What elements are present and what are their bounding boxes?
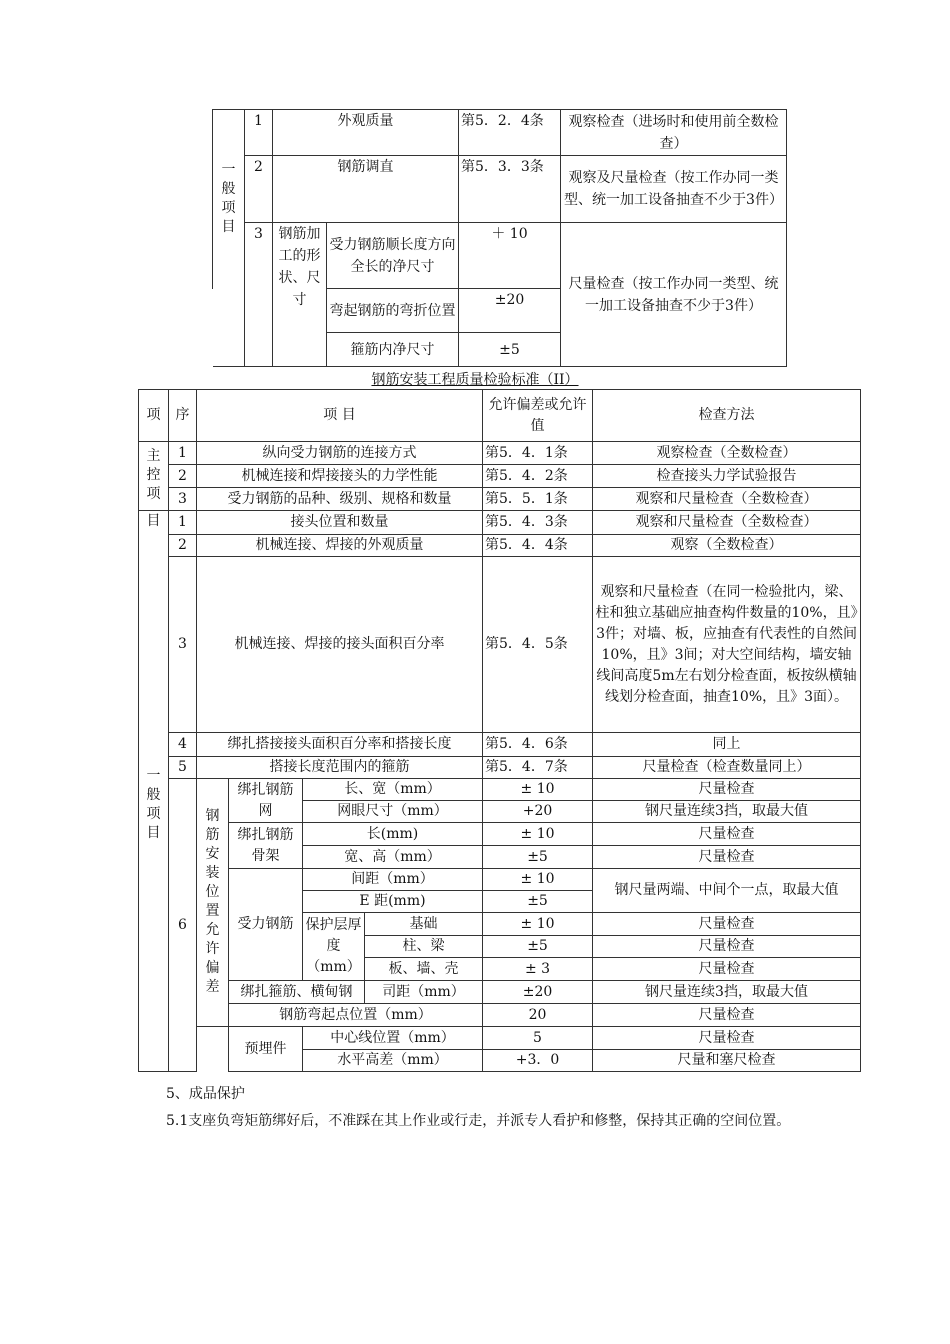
header-item: 项 目	[197, 390, 483, 442]
clause-ref: 第5．3．3条	[459, 156, 561, 223]
section-title: 5、成品保护	[166, 1086, 245, 1102]
rebar-processing-table	[212, 109, 787, 367]
sub-group-label: 预埋件	[229, 1027, 303, 1072]
check-method: 尺量检查	[593, 779, 861, 801]
tolerance-value: ＋ 10	[459, 223, 561, 289]
general-category-top	[139, 511, 169, 779]
item-name: 基础	[365, 913, 483, 936]
item-name: 网眼尺寸（mm）	[303, 801, 483, 823]
check-method: 观察和尺量检查（全数检查）	[593, 511, 861, 535]
item-name: 水平高差（mm）	[303, 1050, 483, 1072]
row-number: 6	[169, 779, 197, 1072]
clause-ref: 第5．2．4条	[459, 110, 561, 156]
item-name: 钢筋加工的形状、尺寸	[273, 223, 327, 367]
row-number: 5	[169, 757, 197, 779]
item-name: 纵向受力钢筋的连接方式	[197, 442, 483, 465]
clause-ref: 第5．4．2条	[483, 465, 593, 488]
tolerance-value: ±5	[483, 846, 593, 869]
check-method: 观察及尺量检查（按工作办同一类型、统一加工设备抽查不少于3件）	[561, 156, 787, 223]
item-name: E 距(mm)	[303, 891, 483, 913]
item-name: 接头位置和数量	[197, 511, 483, 535]
sub-item-name: 弯起钢筋的弯折位置	[327, 289, 459, 333]
item-name: 间距（mm）	[303, 869, 483, 891]
check-method: 尺量检查（按工作办同一类型、统一加工设备抽查不少于3件）	[561, 223, 787, 367]
item-name: 板、墙、壳	[365, 958, 483, 981]
check-method: 尺量检查	[593, 846, 861, 869]
main-category-label: 主控项	[146, 448, 161, 502]
check-method: 尺量检查	[593, 936, 861, 958]
check-method: 观察检查（进场时和使用前全数检查）	[561, 110, 787, 156]
row-number: 1	[169, 442, 197, 465]
category-cell	[213, 110, 245, 289]
group-label-cell	[197, 779, 229, 1027]
check-method: 观察（全数检查）	[593, 535, 861, 557]
row-number: 1	[245, 110, 273, 156]
item-name: 司距（mm）	[365, 981, 483, 1004]
category-spacer	[213, 289, 245, 333]
item-name: 搭接长度范围内的箍筋	[197, 757, 483, 779]
check-method: 观察和尺量检查（在同一检验批内，梁、柱和独立基础应抽查构件数量的10%，且》3件；对墙、板，应抽查有代表性的自然间10%，且》3间；对大空间结构，墙安轴线间高度5m左右划分检查面，板按纵横轴线划分检查面，抽查10%，且》3面）。	[593, 557, 861, 733]
tolerance-value: ±20	[483, 981, 593, 1004]
row-number: 2	[169, 535, 197, 557]
clause-ref: 第5．4．5条	[483, 557, 593, 733]
sub-group-label: 绑扎钢筋骨架	[229, 823, 303, 869]
row-number: 2	[245, 156, 273, 223]
sub-item-name: 受力钢筋顺长度方向全长的净尺寸	[327, 223, 459, 289]
row-number: 3	[245, 223, 273, 367]
row-number: 3	[169, 488, 197, 511]
sub-item-name: 箍筋内净尺寸	[327, 333, 459, 367]
check-method: 钢尺量连续3挡，取最大值	[593, 801, 861, 823]
item-name: 受力钢筋的品种、级别、规格和数量	[197, 488, 483, 511]
general-label-top: 目	[146, 513, 161, 529]
header-category: 项	[139, 390, 169, 442]
row-number: 2	[169, 465, 197, 488]
tolerance-value: +20	[483, 801, 593, 823]
item-name: 中心线位置（mm）	[303, 1027, 483, 1050]
clause-ref: 第5．4．7条	[483, 757, 593, 779]
cover-label: 保护层厚度（mm）	[303, 913, 365, 981]
tolerance-value: ± 10	[483, 913, 593, 936]
category-label: 一般项目	[221, 161, 236, 235]
check-method: 观察检查（全数检查）	[593, 442, 861, 465]
general-category-bottom	[139, 767, 169, 1072]
group-label: 钢筋安装位置允许偏差	[205, 808, 220, 995]
clause-ref: 第5．4．1条	[483, 442, 593, 465]
header-method: 检查方法	[593, 390, 861, 442]
clause-ref: 第5．4．4条	[483, 535, 593, 557]
check-method: 尺量检查	[593, 1027, 861, 1050]
tolerance-value: ±5	[483, 936, 593, 958]
item-name: 长、宽（mm）	[303, 779, 483, 801]
item-name: 钢筋弯起点位置（mm）	[229, 1004, 483, 1027]
check-method: 钢尺量连续3挡，取最大值	[593, 981, 861, 1004]
check-method: 尺量检查	[593, 958, 861, 981]
category-spacer	[213, 333, 245, 367]
check-method: 尺量和塞尺检查	[593, 1050, 861, 1072]
sub-group-label: 受力钢筋	[229, 869, 303, 981]
tolerance-value: ± 10	[483, 779, 593, 801]
check-method: 检查接头力学试验报告	[593, 465, 861, 488]
clause-ref: 第5．4．6条	[483, 733, 593, 757]
item-name: 外观质量	[273, 110, 459, 156]
tolerance-value: 5	[483, 1027, 593, 1050]
header-number: 序	[169, 390, 197, 442]
sub-group-label: 绑扎箍筋、横甸钢	[229, 981, 365, 1004]
rebar-installation-table	[138, 389, 861, 1072]
clause-ref: 第5．5．1条	[483, 488, 593, 511]
main-category-cell	[139, 442, 169, 511]
tolerance-value: ± 3	[483, 958, 593, 981]
check-method: 同上	[593, 733, 861, 757]
group-spacer	[197, 1027, 229, 1072]
item-name: 绑扎搭接接头面积百分率和搭接长度	[197, 733, 483, 757]
tolerance-value: ±20	[459, 289, 561, 333]
tolerance-value: 20	[483, 1004, 593, 1027]
item-name: 宽、高（mm）	[303, 846, 483, 869]
tolerance-value: ±5	[459, 333, 561, 367]
row-number: 4	[169, 733, 197, 757]
item-name: 机械连接、焊接的外观质量	[197, 535, 483, 557]
item-name: 长(mm)	[303, 823, 483, 846]
item-name: 钢筋调直	[273, 156, 459, 223]
general-label-bottom: 一般项目	[146, 767, 161, 841]
tolerance-value: ± 10	[483, 869, 593, 891]
check-method: 钢尺量两端、中间个一点，取最大值	[593, 869, 861, 913]
check-method: 尺量检查	[593, 823, 861, 846]
item-name: 机械连接和焊接接头的力学性能	[197, 465, 483, 488]
tolerance-value: +3．0	[483, 1050, 593, 1072]
tolerance-value: ± 10	[483, 823, 593, 846]
check-method: 观察和尺量检查（全数检查）	[593, 488, 861, 511]
tolerance-value: ±5	[483, 891, 593, 913]
section-paragraph: 5.1支座负弯矩筋绑好后，不准踩在其上作业或行走，并派专人看护和修整，保持其正确的空间位置。	[166, 1113, 791, 1129]
check-method: 尺量检查	[593, 913, 861, 936]
item-name: 机械连接、焊接的接头面积百分率	[197, 557, 483, 733]
check-method: 尺量检查（检查数量同上）	[593, 757, 861, 779]
row-number: 3	[169, 557, 197, 733]
sub-group-label: 绑扎钢筋网	[229, 779, 303, 823]
header-tolerance: 允许偏差或允许值	[483, 390, 593, 442]
table-caption-text: 钢筋安装工程质量检验标准（II）	[371, 372, 579, 388]
row-number: 1	[169, 511, 197, 535]
check-method: 尺量检查	[593, 1004, 861, 1027]
item-name: 柱、梁	[365, 936, 483, 958]
table-caption	[0, 370, 950, 390]
clause-ref: 第5．4．3条	[483, 511, 593, 535]
